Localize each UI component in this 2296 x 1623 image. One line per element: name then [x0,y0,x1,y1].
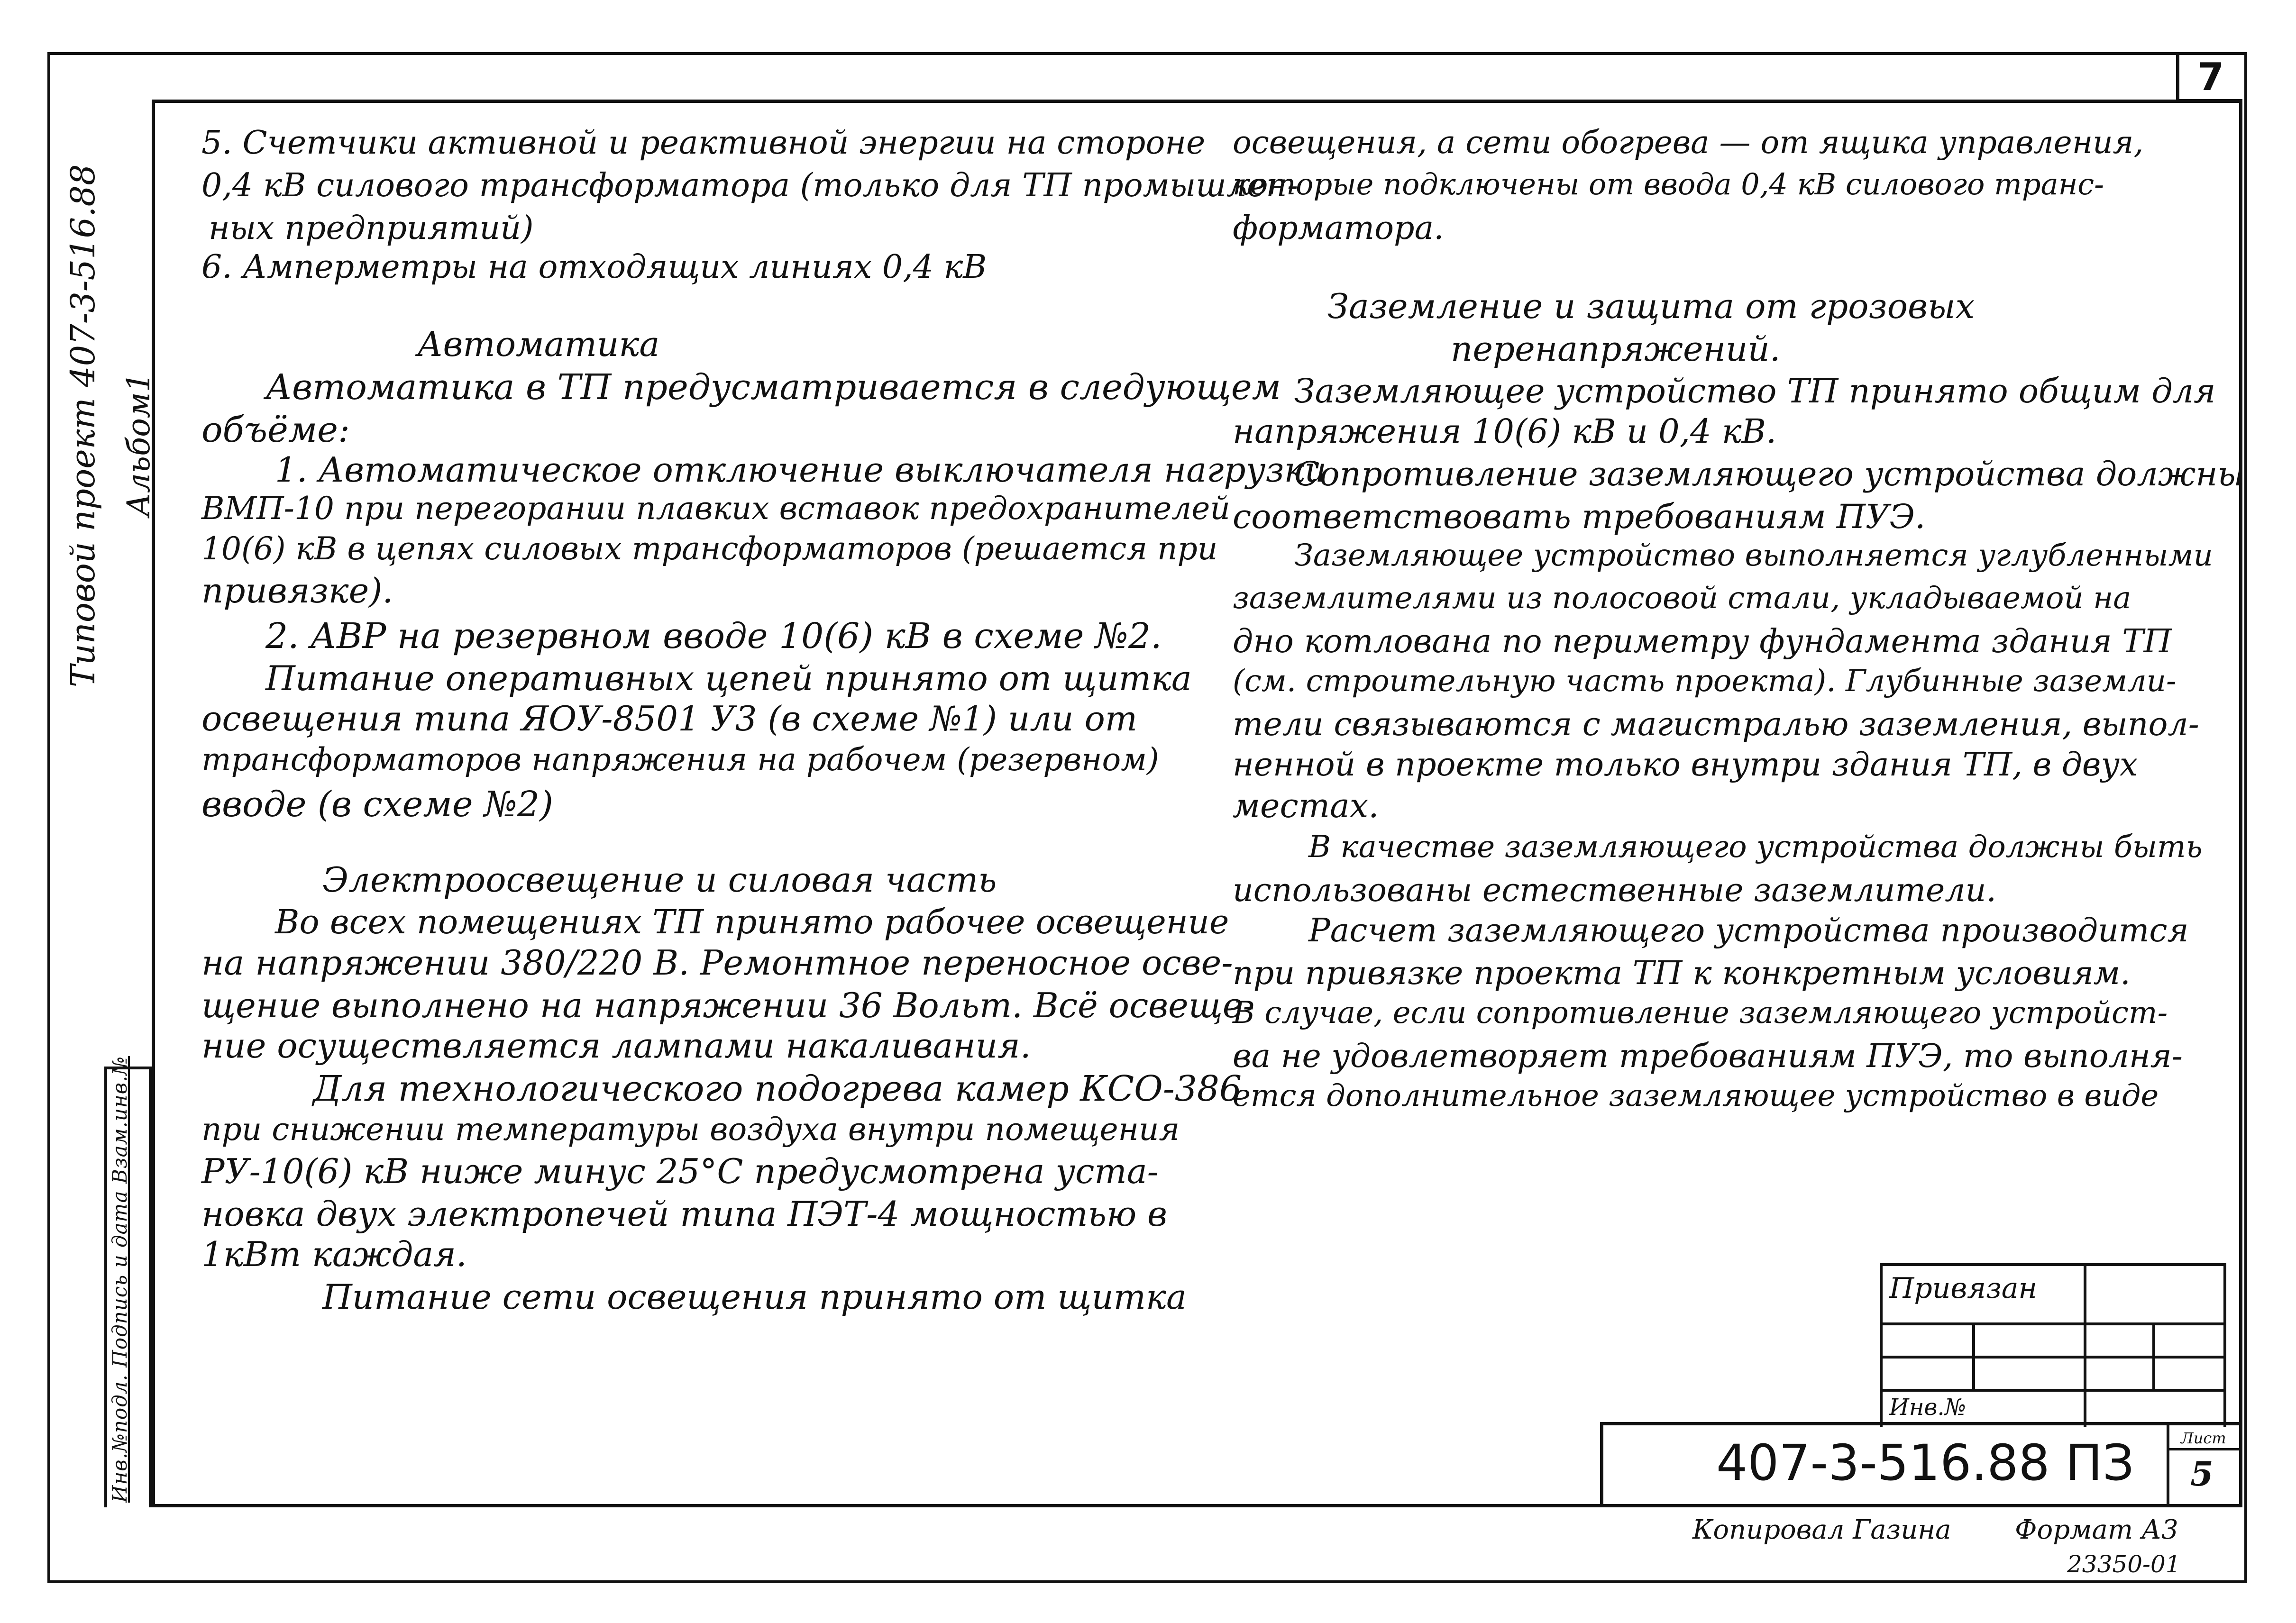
text-line: 10(6) кВ в цепях силовых трансформаторов (решается при [201,530,1218,567]
text-line: освещения, а сети обогрева — от ящика управления, [1233,124,2144,161]
text-line: форматора. [1233,210,1444,247]
text-line: тели связываются с магистралью заземления, выпол- [1233,706,2199,743]
side-title: Типовой проект 407-3-516.88 [64,164,102,687]
text-line: при снижении температуры воздуха внутри помещения [201,1111,1180,1148]
text-line: трансформаторов напряжения на рабочем (резервном) [201,741,1159,778]
text-line: В случае, если сопротивление заземляющего устройст- [1233,995,2168,1030]
stamp-rule [1880,1356,2223,1359]
text-line: (см. строительную часть проекта). Глубинные заземли- [1233,664,2177,699]
format-label: Формат А3 [2015,1514,2178,1545]
text-line: 1. Автоматическое отключение выключателя нагрузки [275,450,1327,490]
side-album: Альбом1 [120,372,157,517]
text-line: ние осуществляется лампами накаливания. [201,1026,1031,1066]
stamp-rule [2223,1263,2226,1427]
text-line: заземлителями из полосовой стали, укладываемой на [1233,581,2131,616]
sheet-label: Лист [2181,1429,2226,1447]
text-line: привязке). [201,571,393,611]
stamp-privyazan: Привязан [1889,1272,2038,1305]
text-line: щение выполнено на напряжении 36 Вольт. Всё освеще- [201,985,1254,1025]
text-line: РУ-10(6) кВ ниже минус 25°С предусмотрена уста- [201,1151,1159,1191]
order-number: 23350-01 [2067,1550,2181,1578]
stamp-rule [1880,1389,2223,1392]
text-line: 1кВт каждая. [201,1234,467,1274]
text-line: 0,4 кВ силового трансформатора (только для ТП промышлен- [201,167,1299,204]
text-line: местах. [1233,786,1379,825]
text-line: соответствовать требованиям ПУЭ. [1233,497,1926,536]
stamp-rule [1600,1422,1603,1507]
text-line: новка двух электропечей типа ПЭТ-4 мощностью в [201,1194,1168,1234]
text-line: ных предприятий) [209,210,534,247]
section-heading: перенапряжений. [1451,329,1781,369]
stamp-rule [2084,1263,2086,1427]
text-line: ВМП-10 при перегорании плавких вставок предохранителей [201,490,1230,527]
stamp-rule [2167,1448,2242,1450]
text-line: вводе (в схеме №2) [201,784,553,825]
text-line: Расчет заземляющего устройства производится [1308,912,2189,949]
text-line: которые подключены от ввода 0,4 кВ силового транс- [1233,167,2104,201]
text-line: объёме: [201,410,350,450]
text-line: ненной в проекте только внутри здания ТП, в двух [1233,746,2138,784]
text-line: В качестве заземляющего устройства должны быть [1308,830,2203,865]
text-line: на напряжении 380/220 В. Ремонтное переносное осве- [201,943,1233,983]
text-line: 5. Счетчики активной и реактивной энергии на стороне [201,124,1206,162]
text-line: напряжения 10(6) кВ и 0,4 кВ. [1233,412,1777,451]
section-heading: Заземление и защита от грозовых [1327,286,1975,326]
text-line: Питание оперативных цепей принято от щитка [265,658,1192,698]
stamp-inv: Инв.№ [1889,1394,1967,1421]
text-line: дно котлована по периметру фундамента здания ТП [1233,623,2172,660]
text-line: Автоматика в ТП предусматривается в следующем [265,367,1281,408]
stamp-rule [1880,1263,2223,1266]
sheet-number: 7 [2176,55,2242,102]
text-line: ва не удовлетворяет требованиям ПУЭ, то выполня- [1233,1038,2183,1075]
text-line: 6. Амперметры на отходящих линиях 0,4 кВ [201,248,987,286]
document-code: 407-3-516.88 ПЗ [1716,1434,2134,1492]
text-line: Для технологического подогрева камер КСО-386 [313,1068,1242,1109]
sheet-value: 5 [2190,1454,2214,1494]
text-line: Заземляющее устройство выполняется углубленными [1294,538,2213,573]
stamp-rule [1972,1322,1975,1389]
text-line: 2. АВР на резервном вводе 10(6) кВ в схеме №2. [265,616,1162,656]
section-heading: Автоматика [417,324,660,364]
stamp-rule [1880,1322,2223,1325]
text-line: Питание сети освещения принято от щитка [322,1277,1187,1317]
text-line: ется дополнительное заземляющее устройство в виде [1233,1078,2159,1113]
text-line: освещения типа ЯОУ-8501 У3 (в схеме №1) или от [201,699,1138,739]
text-line: Заземляющее устройство ТП принято общим для [1294,372,2216,410]
stamp-rule [2152,1322,2155,1389]
approval-stub-text: Инв.№подл. Подпись и дата Взам.инв.№ [108,1056,131,1503]
stamp-rule [1600,1422,2242,1425]
section-heading: Электроосвещение и силовая часть [322,860,997,900]
text-line: Во всех помещениях ТП принято рабочее освещение [275,903,1229,941]
text-line: при привязке проекта ТП к конкретным условиям. [1233,955,2131,992]
stamp-rule [2167,1422,2169,1507]
copied-by: Копировал Газина [1692,1514,1951,1545]
stamp-rule [1880,1263,1883,1427]
text-line: использованы естественные заземлители. [1233,872,1996,909]
text-line: Сопротивление заземляющего устройства должны [1294,455,2245,493]
